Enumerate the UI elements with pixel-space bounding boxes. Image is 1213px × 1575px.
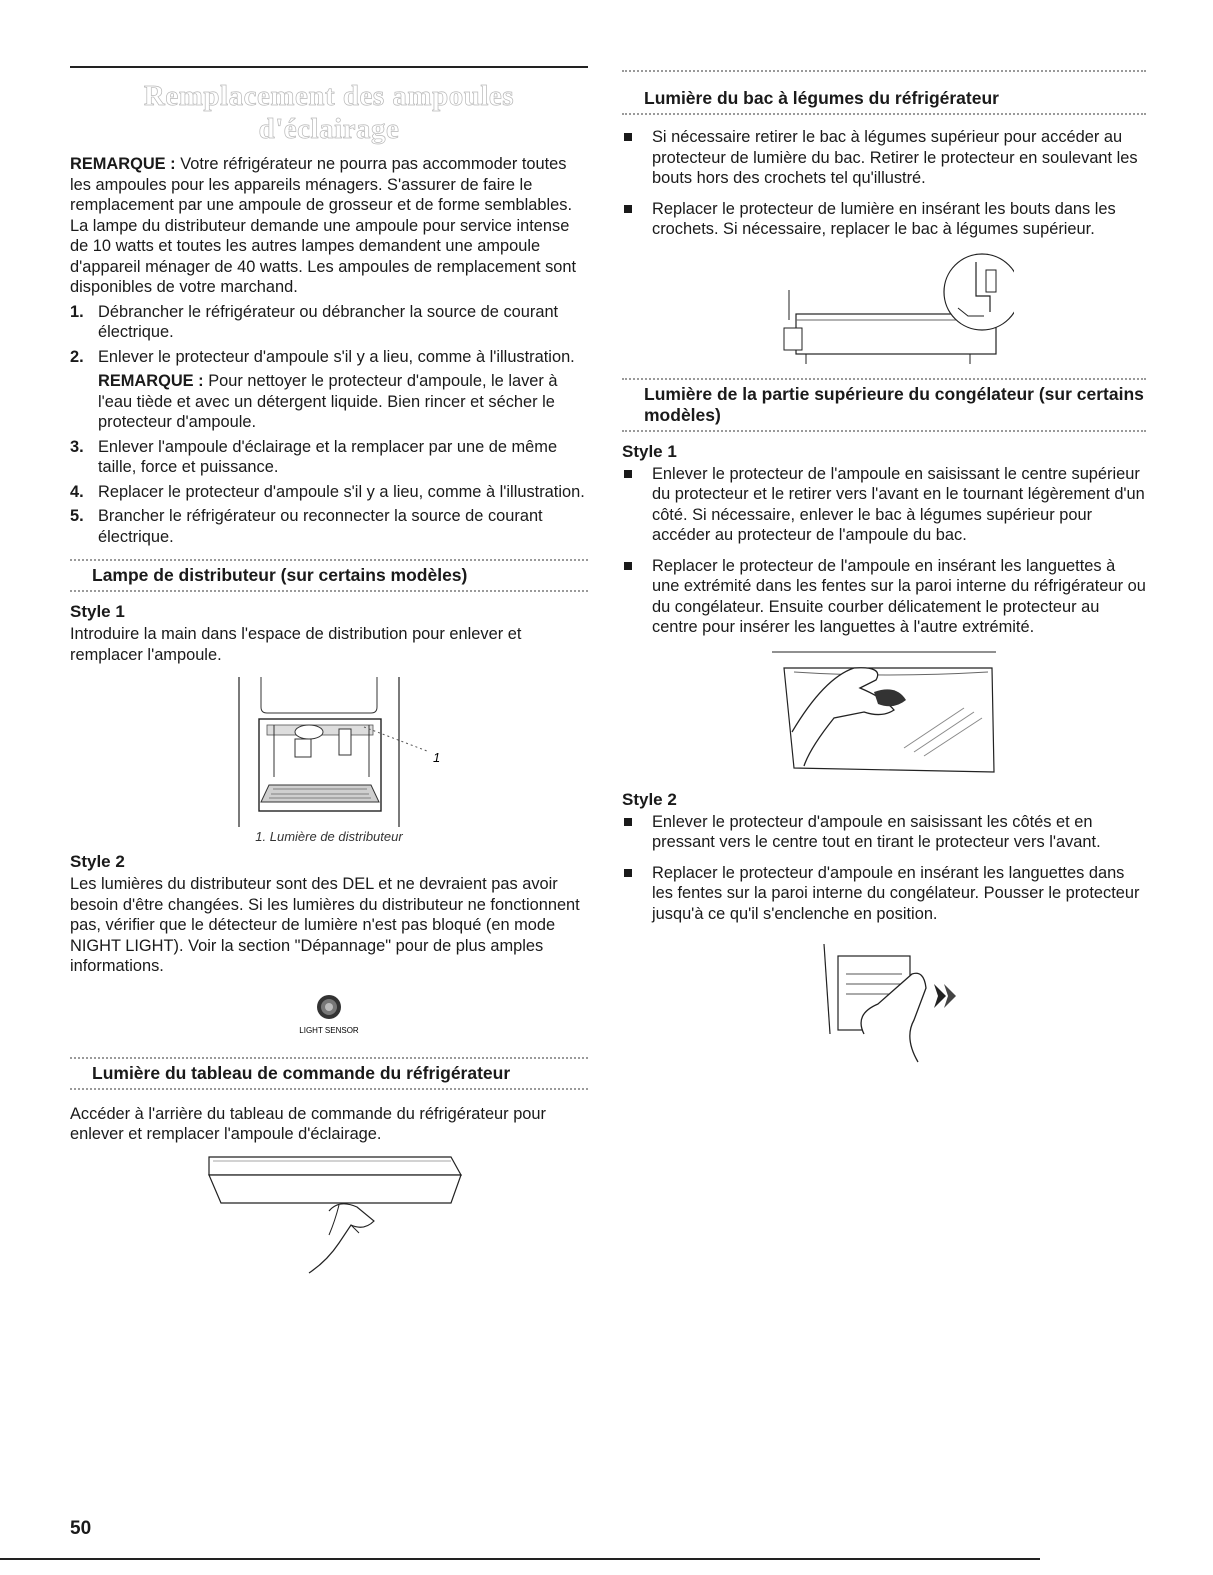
step-item <box>70 482 588 503</box>
step-item <box>70 506 588 547</box>
intro-note-label: REMARQUE : <box>70 155 176 173</box>
step-text: Débrancher le réfrigérateur ou débrancher la source de courant électrique. <box>98 302 559 341</box>
step-text: Enlever l'ampoule d'éclairage et la remplacer par une de même taille, force et puissance. <box>98 437 558 476</box>
step-number: 5. <box>70 507 84 525</box>
title-block <box>70 66 588 146</box>
step-number: 3. <box>70 437 84 456</box>
list-item: Enlever le protecteur d'ampoule en saisissant les côtés et en pressant vers le centre tout en tirant le protecteur vers l'avant. <box>622 812 1146 853</box>
freezer-style1-label: Style 1 <box>622 441 677 461</box>
steps-list <box>70 302 588 548</box>
step-item <box>70 347 588 433</box>
intro-note-text: Votre réfrigérateur ne pourra pas accommoder toutes les ampoules pour les appareils ménagers. S'assurer de faire le remplacement par une ampoule de grosseur et de forme semblables. La lampe du distributeur demande une ampoule pour service intense de 10 watts et toutes les autres lampes demandent une ampoule d'appareil ménager de 40 watts. Les ampoules de remplacement sont disponibles de votre marchand. <box>70 155 577 296</box>
control-panel-illustration <box>189 1151 469 1276</box>
dispenser-style2-text: Les lumières du distributeur sont des DEL et ne devraient pas avoir besoin d'être changées. Si les lumières du distributeur ne fonctionnent pas, vérifier que le détecteur de lumière n'est pas bloqué (en mode NIGHT LIGHT). Voir la section "Dépannage" pour de plus amples informations. <box>70 875 580 975</box>
step-item <box>70 302 588 343</box>
left-column <box>70 60 588 1276</box>
page-title: Remplacement des ampoules d'éclairage <box>143 80 515 145</box>
step-number: 1. <box>70 302 84 321</box>
dispenser-illustration <box>199 677 459 827</box>
step-note-text: Pour nettoyer le protecteur d'ampoule, le laver à l'eau tiède et avec un détergent liquide. Bien rincer et sécher le protecteur d'ampoule. <box>98 372 558 431</box>
dispenser-style1-text: Introduire la main dans l'espace de distribution pour enlever et remplacer l'ampoule. <box>70 625 522 664</box>
sensor-label: LIGHT SENSOR <box>299 1025 359 1035</box>
step-note-label: REMARQUE : <box>98 372 204 390</box>
step-text: Enlever le protecteur d'ampoule s'il y a lieu, comme à l'illustration. <box>98 347 575 366</box>
dispenser-style1-label: Style 1 <box>70 602 125 621</box>
crisper-heading: Lumière du bac à légumes du réfrigérateur <box>622 84 1146 115</box>
bottom-rule <box>0 1558 1040 1560</box>
list-item: Replacer le protecteur d'ampoule en insérant les languettes dans les fentes sur la paroi interne du congélateur. Pousser le protecteur jusqu'à ce qu'il s'enclenche en position. <box>622 863 1146 925</box>
list-item: Replacer le protecteur de l'ampoule en insérant les languettes à une extrémité dans les fentes sur la paroi interne du réfrigérateur ou du congélateur. Ensuite courber délicatement le protecteur au centre pour insérer les languettes à l'autre extrémité. <box>622 556 1146 638</box>
freezer-style1-list <box>622 464 1146 638</box>
crisper-illustration <box>754 250 1014 370</box>
control-panel-text: Accéder à l'arrière du tableau de commande du réfrigérateur pour enlever et remplacer l'ampoule d'éclairage. <box>70 1104 546 1143</box>
top-divider <box>622 70 1146 72</box>
crisper-list <box>622 127 1146 240</box>
callout-number: 1 <box>433 750 441 765</box>
list-item: Enlever le protecteur de l'ampoule en saisissant le centre supérieur du protecteur et le retirer vers l'avant en le tournant légèrement d'un côté. Si nécessaire, enlever le bac à légumes supérieur pour accéder au protecteur de l'ampoule du bac. <box>622 464 1146 546</box>
freezer-style2-illustration <box>794 934 974 1064</box>
dispenser-style2-label: Style 2 <box>70 852 125 871</box>
step-number: 2. <box>70 347 84 366</box>
step-note <box>98 371 588 433</box>
step-text: Brancher le réfrigérateur ou reconnecter la source de courant électrique. <box>98 507 543 546</box>
control-panel-heading: Lumière du tableau de commande du réfrigérateur <box>70 1057 588 1090</box>
freezer-style2-label: Style 2 <box>622 789 677 809</box>
list-item: Si nécessaire retirer le bac à légumes supérieur pour accéder au protecteur de lumière du bac. Retirer le protecteur en soulevant les bouts hors des crochets tel qu'illustré. <box>622 127 1146 189</box>
freezer-heading: Lumière de la partie supérieure du congélateur (sur certains modèles) <box>622 378 1146 432</box>
page-number: 50 <box>70 1518 92 1539</box>
step-number: 4. <box>70 482 84 501</box>
step-text: Replacer le protecteur d'ampoule s'il y a lieu, comme à l'illustration. <box>98 482 585 501</box>
step-item <box>70 437 588 478</box>
freezer-style1-illustration <box>764 648 1004 778</box>
right-column <box>622 60 1146 1064</box>
light-sensor-icon <box>289 985 369 1043</box>
figure-caption: 1. Lumière de distributeur <box>255 829 403 844</box>
list-item: Replacer le protecteur de lumière en insérant les bouts dans les crochets. Si nécessaire, replacer le bac à légumes supérieur. <box>622 199 1146 240</box>
intro-note <box>70 154 588 298</box>
freezer-style2-list <box>622 812 1146 925</box>
dispenser-heading: Lampe de distributeur (sur certains modèles) <box>70 559 588 592</box>
